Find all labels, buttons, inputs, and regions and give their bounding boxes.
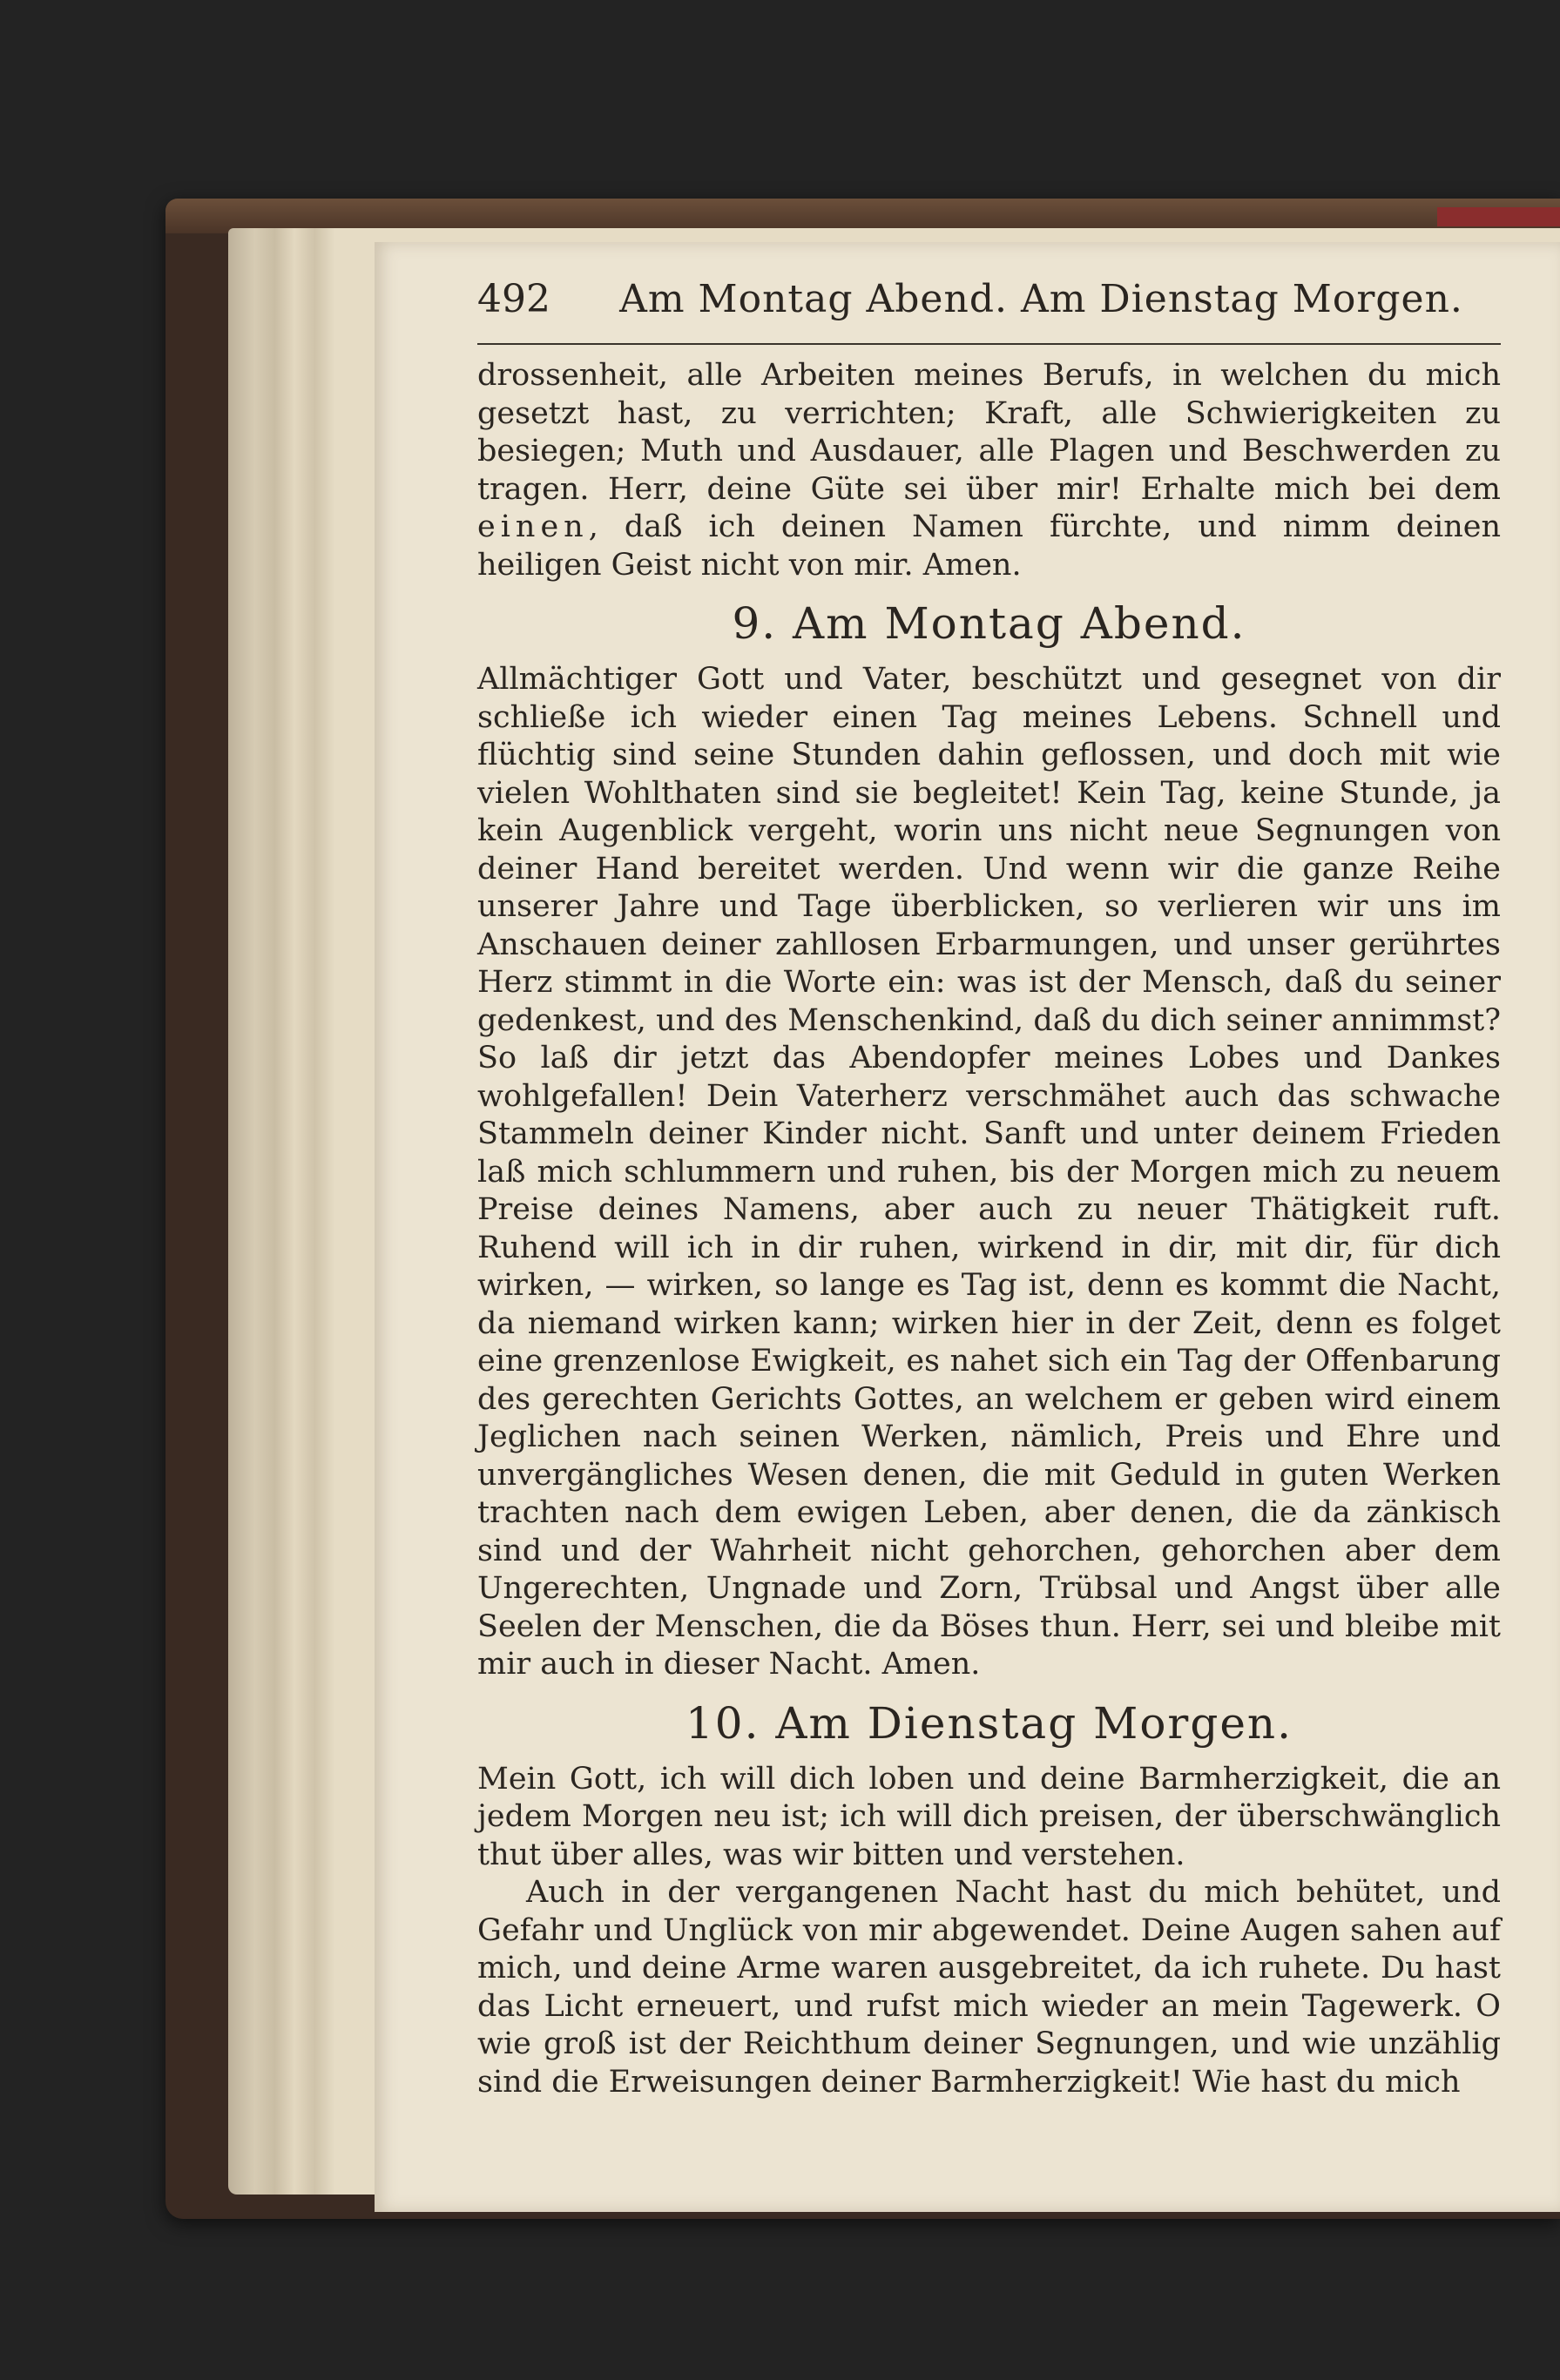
section-9-heading: 9. Am Montag Abend.: [732, 598, 1246, 649]
prayer-text-after: , daß ich deinen Namen fürchte, und nimm deinen heiligen Geist nicht von mir. Amen.: [477, 509, 1501, 583]
page-text: [477, 277, 1501, 2101]
spaced-word: einen: [477, 509, 589, 544]
section-10-paragraph-2: Auch in der vergangenen Nacht hast du mich behütet, und Gefahr und Unglück von mir abgewendet. Deine Augen sahen auf mich, und deine Arme waren ausgebreitet, da ich ruhete. Du hast das Licht erneuert, und rufst mich wieder an mein Tagewerk. O wie groß ist der Reichthum deiner Segnungen, und wie unzählig sind die Erweisungen deiner Barmherzigkeit! Wie hast du mich: [477, 1875, 1501, 2100]
prayer-text-before: drossenheit, alle Arbeiten meines Berufs, in welchen du mich gesetzt hast, zu verrichten; Kraft, alle Schwierigkeiten zu besiegen; Muth und Ausdauer, alle Plagen und Beschwerden zu tragen. Herr, deine Güte sei über mir! Erhalte mich bei dem: [477, 358, 1501, 507]
section-9-body: Allmächtiger Gott und Vater, beschützt und gesegnet von dir schließe ich wieder einen Tag meines Lebens. Schnell und flüchtig sind seine Stunden dahin geflossen, und doch mit wie vielen Wohlthaten sind sie begleitet! Kein Tag, keine Stunde, ja kein Augenblick vergeht, worin uns nicht neue Segnungen von deiner Hand bereitet werden. Und wenn wir die ganze Reihe unserer Jahre und Tage überblicken, so verlieren wir uns im Anschauen deiner zahllosen Erbarmungen, und unser gerührtes Herz stimmt in die Worte ein: was ist der Mensch, daß du seiner gedenkest, und des Menschenkind, daß du dich seiner annimmst? So laß dir jetzt das Abendopfer meines Lobes und Dankes wohlgefallen! Dein Vaterherz verschmähet auch das schwache Stammeln deiner Kinder nicht. Sanft und unter deinem Frieden laß mich schlummern und ruhen, bis der Morgen mich zu neuem Preise deines Namens, aber auch zu neuer Thätigkeit ruft. Ruhend will ich in dir ruhen, wirkend in dir, mit dir, für dich wirken, — wirken, so lange es Tag ist, denn es kommt die Nacht, da niemand wirken kann; wirken hier in der Zeit, denn es folget eine grenzenlose Ewigkeit, es nahet sich ein Tag der Offenbarung des gerechten Gerichts Gottes, an welchem er geben wird einem Jeglichen nach seinen Werken, nämlich, Preis und Ehre und unvergängliches Wesen denen, die mit Geduld in guten Werken trachten nach dem ewigen Leben, aber denen, die da zänkisch sind und der Wahrheit nicht gehorchen, gehorchen aber dem Ungerechten, Ungnade und Zorn, Trübsal und Angst über alle Seelen der Menschen, die da Böses thun. Herr, sei und bleibe mit mir auch in dieser Nacht. Amen.: [477, 662, 1501, 1682]
page-header: [477, 277, 1501, 345]
previous-prayer-end: [477, 357, 1501, 584]
running-title: Am Montag Abend. Am Dienstag Morgen.: [619, 277, 1463, 321]
section-10-paragraph-1: Mein Gott, ich will dich loben und deine Barmherzigkeit, die an jedem Morgen neu ist; ich will dich preisen, der überschwänglich thut über alles, was wir bitten und verstehen.: [477, 1761, 1501, 1872]
section-10-heading: 10. Am Dienstag Morgen.: [685, 1697, 1293, 1749]
red-page-edge: [1437, 207, 1560, 226]
page-number: 492: [477, 277, 550, 321]
